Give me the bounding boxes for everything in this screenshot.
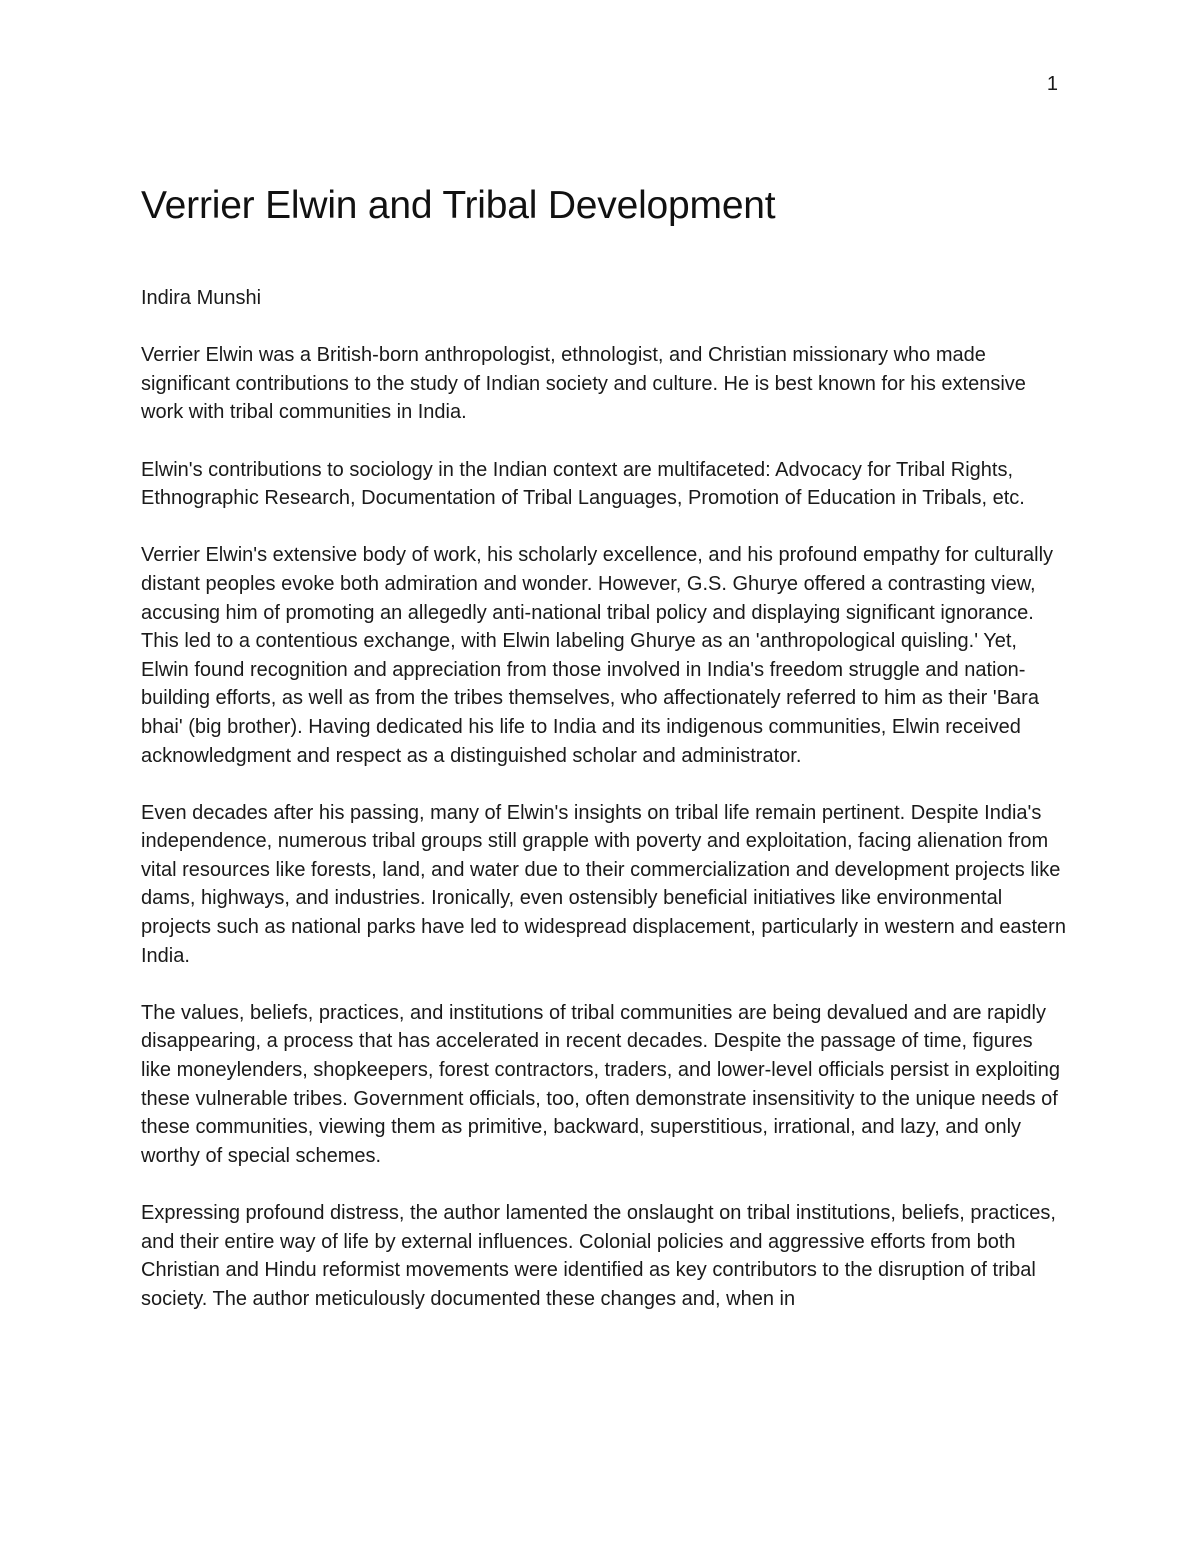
paragraph-relevance: Even decades after his passing, many of Elwin's insights on tribal life remain pertinent. Despite India's independence, numerous tribal groups still grapple with poverty and exploitation, facing alienation from vital resources like forests, land, and water due to their commercialization and development projects like dams, highways, and industries. Ironically, even ostensibly beneficial initiatives like environmental projects such as national parks have led to widespread displacement, particularly in western and eastern India.: [141, 801, 1066, 967]
paragraph-distress: Expressing profound distress, the author lamented the onslaught on tribal institutions, beliefs, practices, and their entire way of life by external influences. Colonial policies and aggressive efforts from both Christian and Hindu reformist movements were identified as key contributors to the disruption of tribal society. The author meticulously documented these changes and, when in: [141, 1202, 1056, 1310]
author-name: Indira Munshi: [141, 287, 262, 309]
paragraph-intro: Verrier Elwin was a British-born anthropologist, ethnologist, and Christian missionary who made significant contributions to the study of Indian society and culture. He is best known for his extensive work with tribal communities in India.: [141, 344, 1026, 424]
paragraph-devaluation: The values, beliefs, practices, and institutions of tribal communities are being devalued and are rapidly disappearing, a process that has accelerated in recent decades. Despite the passage of time, figures like moneylenders, shopkeepers, forest contractors, traders, and lower-level officials persist in exploiting these vulnerable tribes. Government officials, too, often demonstrate insensitivity to the unique needs of these communities, viewing them as primitive, backward, superstitious, irrational, and lazy, and only worthy of special schemes.: [141, 1001, 1060, 1167]
page-number: 1: [1046, 73, 1058, 95]
document-body: [141, 178, 1066, 1313]
paragraph-contributions: Elwin's contributions to sociology in the Indian context are multifaceted: Advocacy for Tribal Rights, Ethnographic Research, Documentation of Tribal Languages, Promotion of Education in Tribals, etc.: [141, 458, 1025, 510]
paragraph-reception: Verrier Elwin's extensive body of work, his scholarly excellence, and his profound empathy for culturally distant peoples evoke both admiration and wonder. However, G.S. Ghurye offered a contrasting view, accusing him of promoting an allegedly anti-national tribal policy and displaying significant ignorance. This led to a contentious exchange, with Elwin labeling Ghurye as an 'anthropological quisling.' Yet, Elwin found recognition and appreciation from those involved in India's freedom struggle and nation-building efforts, as well as from the tribes themselves, who affectionately referred to him as their 'Bara bhai' (big brother). Having dedicated his life to India and its indigenous communities, Elwin received acknowledgment and respect as a distinguished scholar and administrator.: [141, 544, 1054, 767]
document-title: Verrier Elwin and Tribal Development: [141, 184, 776, 227]
